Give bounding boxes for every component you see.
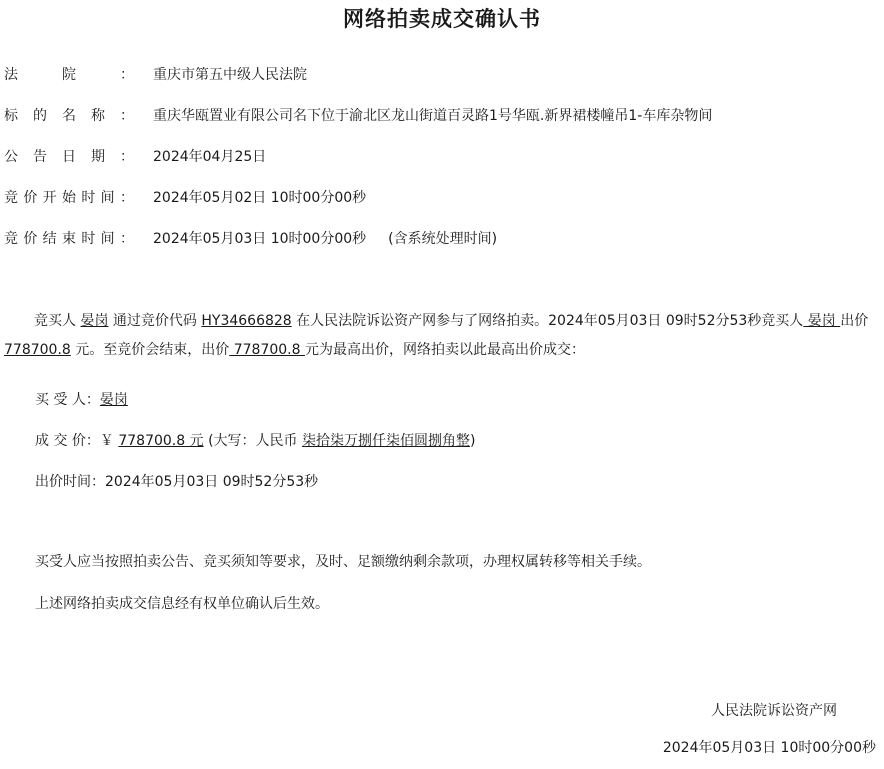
effective-notice: 上述网络拍卖成交信息经有权单位确认后生效。: [35, 596, 329, 612]
signature-org: 人民法院诉讼资产网: [711, 703, 837, 719]
document-title: 网络拍卖成交确认书: [343, 7, 541, 31]
bid-code: HY34666828: [201, 313, 292, 329]
buyer-line: [35, 389, 128, 409]
deal-price-capital: 柒拾柒万捌仟柒佰圆捌角整: [302, 433, 470, 449]
buyer-name: 晏岗: [80, 313, 109, 329]
bid-price: 778700.8: [4, 342, 71, 358]
auction-result-paragraph: 竞买人 晏岗 通过竞价代码 HY34666828 在人民法院诉讼资产网参与了网络拍卖。2024年05月03日 09时52分53秒竞买人 晏岗 出价 778700.8 元。至竞价会结束，出价 778700.8 元为最高出价，网络拍卖以此最高出价成交：: [4, 313, 869, 358]
subject-label: 标 的 名 称 ：: [4, 108, 134, 124]
end-time-note: (含系统处理时间): [388, 231, 498, 247]
start-time-label: 竞 价 开 始 时 间 ：: [4, 190, 134, 206]
deal-price-line: 成 交 价：￥ 778700.8 元 (大写：人民币 柒拾柒万捌仟柒佰圆捌角整): [35, 433, 476, 449]
buyer-line-label: 买 受 人：: [35, 392, 100, 408]
deal-price-label: 成 交 价：￥: [35, 433, 119, 449]
end-time-text: 2024年05月03日 10时00分00秒: [153, 231, 367, 247]
court-label: 法 院 ：: [4, 67, 134, 83]
subject-value: 重庆华瓯置业有限公司名下位于渝北区龙山街道百灵路1号华瓯.新界裙楼幢吊1-车库杂物间: [153, 108, 713, 124]
bid-time-line: 出价时间：2024年05月03日 09时52分53秒: [35, 474, 319, 490]
end-time-label: 竞 价 结 束 时 间 ：: [4, 231, 134, 247]
signature-date: 2024年05月03日 10时00分00秒: [662, 740, 876, 756]
notice-date-value: 2024年04月25日: [153, 149, 267, 165]
end-time-value: [153, 228, 497, 248]
court-value: 重庆市第五中级人民法院: [153, 67, 307, 83]
buyer-name-2: 晏岗: [803, 313, 841, 329]
highest-price: 778700.8: [229, 342, 305, 358]
start-time-value: 2024年05月02日 10时00分00秒: [153, 190, 367, 206]
notice-date-label: 公 告 日 期 ：: [4, 149, 134, 165]
payment-notice: 买受人应当按照拍卖公告、竞买须知等要求，及时、足额缴纳剩余款项，办理权属转移等相关手续。: [35, 554, 651, 570]
deal-price-amount: 778700.8 元: [118, 433, 204, 449]
buyer-line-value: 晏岗: [99, 392, 128, 408]
